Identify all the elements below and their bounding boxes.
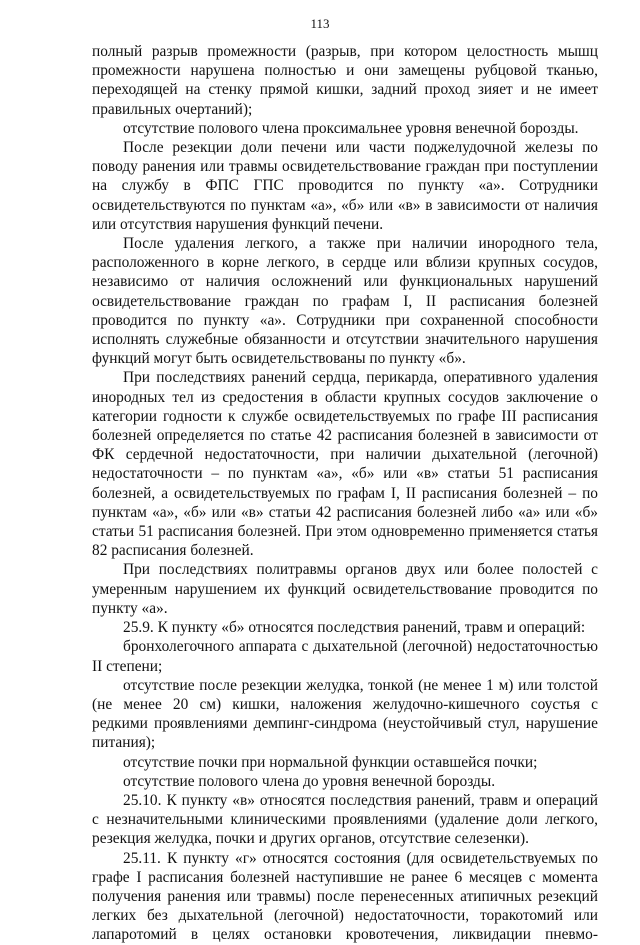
paragraph-liver-pancreas-resection: После резекции доли печени или части поджелудочной железы по поводу ранения или травмы освидетельствование граждан при поступлении на службу в ФПС ГПС проводится по пункту «а». Сотрудники освидетельствуются по пунктам «а», «б» или «в» в зависимости от наличия или отсутствия нарушения функций печени. — [92, 139, 598, 233]
paragraph-kidney-absence: отсутствие почки при нормальной функции оставшейся почки; — [123, 753, 538, 771]
paragraph-heart-wounds: При последствиях ранений сердца, перикарда, оперативного удаления инородных тел из средостения в области крупных сосудов заключение о категории годности к службе освидетельствуемых по графе III расписания болезней определяется по статье 42 расписания болезней в зависимости от ФК сердечной недостаточности, при наличии дыхательной (легочной) недостаточности – по пунктам «а», «б» или «в» статьи 51 расписания болезней, а освидетельствуемых по графам I, II расписания болезней – по пунктам «а», «б» или «в» статьи 42 расписания болезней либо «а» или «б» статьи 51 расписания болезней. При этом одновременно применяется статья 82 расписания болезней. — [92, 369, 598, 560]
paragraph-25-11: 25.11. К пункту «г» относятся состояния (для освидетельствуемых по графе I расписания болезней наступившие не ранее 6 месяцев с момента получения ранения или травмы) после перенесенных атипичных резекций легких без дыхательной (легочной) недостаточности, торакотомий или лапаротомий в целях остановки кровотечения, ликвидации пневмо- — [92, 849, 598, 944]
paragraph-bronchopulmonary: бронхолегочного аппарата с дыхательной (легочной) недостаточностью II степени; — [92, 638, 598, 675]
page-number: 113 — [310, 16, 330, 31]
paragraph-polytrauma: При последствиях политравмы органов двух или более полостей с умеренным нарушением их функций освидетельствование проводится по пункту «а». — [92, 561, 598, 617]
paragraph-25-9-heading: 25.9. К пункту «б» относятся последствия ранений, травм и операций: — [123, 619, 586, 637]
paragraph-penis-absence-proximal: отсутствие полового члена проксимальнее уровня венечной борозды. — [123, 119, 579, 137]
paragraph-lung-removal: После удаления легкого, а также при наличии инородного тела, расположенного в корне легкого, в сердце или вблизи крупных сосудов, независимо от наличия осложнений или функциональных нарушений освидетельствование граждан по графам I, II расписания болезней проводится по пункту «а». Сотрудники при сохраненной способности исполнять служебные обязанности и отсутствии значительного нарушения функций могут быть освидетельствованы по пункту «б». — [92, 235, 598, 368]
document-text — [92, 42, 598, 945]
paragraph-perineum-rupture: полный разрыв промежности (разрыв, при котором целостность мышц промежности нарушена полностью и они замещены рубцовой тканью, переходящей на стенку прямой кишки, задний проход зияет и не имеет правильных очертаний); — [92, 43, 598, 118]
paragraph-penis-absence: отсутствие полового члена до уровня венечной борозды. — [123, 772, 496, 790]
paragraph-25-10: 25.10. К пункту «в» относятся последствия ранений, травм и операций с незначительными клиническими проявлениями (удаление доли легкого, резекция желудка, почки и других органов, отсутствие селезенки). — [92, 791, 598, 848]
paragraph-stomach-resection: отсутствие после резекции желудка, тонкой (не менее 1 м) или толстой (не менее 20 см) кишки, наложения желудочно-кишечного соустья с редкими проявлениями демпинг-синдрома (неустойчивый стул, нарушение питания); — [92, 676, 598, 752]
